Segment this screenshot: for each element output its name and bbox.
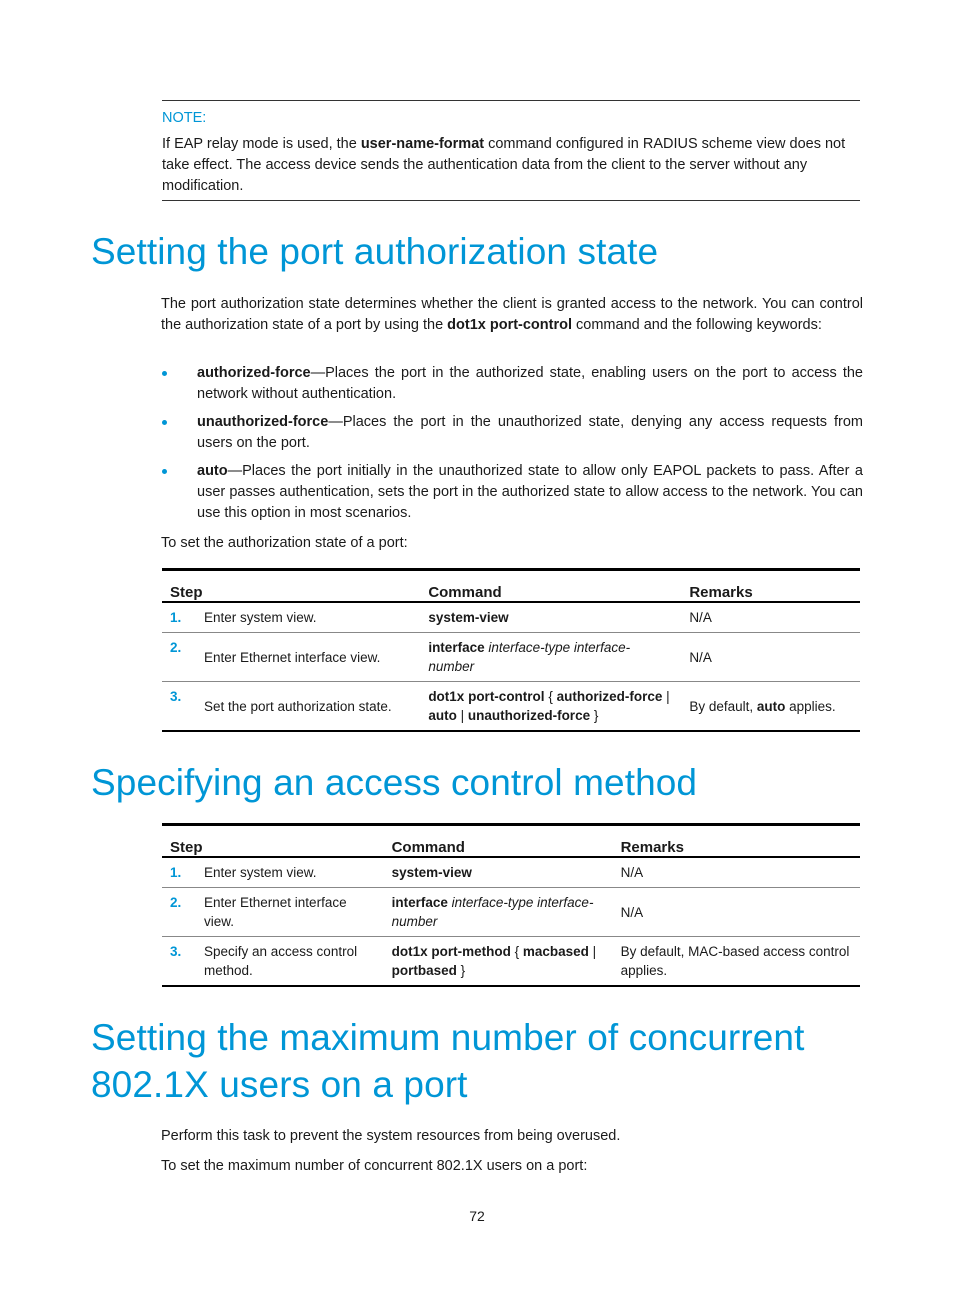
section1-intro: The port authorization state determines whether the client is granted access to the network. You can control the authorization state of a port by using the dot1x port-control command and the following keywords: — [161, 296, 863, 333]
table-row: 2. Enter Ethernet interface view. interface interface-type interface-number N/A — [162, 888, 860, 937]
port-authorization-table — [162, 568, 860, 732]
note-text: If EAP relay mode is used, the user-name-format command configured in RADIUS scheme view does not take effect. The access device sends the authentication data from the client to the server without any modification. — [162, 136, 846, 194]
table-row: 3. Set the port authorization state. dot1x port-control { authorized-force | auto | unauthorized-force } By default, auto applies. — [162, 682, 860, 732]
section-heading-max-users: Setting the maximum number of concurrent 802.1X users on a port — [91, 1017, 805, 1105]
bullet-icon — [162, 469, 167, 474]
list-item: authorized-force—Places the port in the authorized state, enabling users on the port to access the network without authentication. — [162, 363, 863, 405]
list-item: auto—Places the port initially in the unauthorized state to allow only EAPOL packets to pass. After a user passes authentication, sets the port in the authorized state to allow access to the network. You can use this option in most scenarios. — [162, 461, 863, 524]
column-header-step: Step — [162, 825, 384, 858]
note-box — [162, 100, 860, 201]
column-header-command: Command — [420, 570, 681, 603]
bullet-icon — [162, 371, 167, 376]
section3-para-1: Perform this task to prevent the system resources from being overused. — [161, 1128, 621, 1144]
column-header-command: Command — [384, 825, 613, 858]
table-row: 2. Enter Ethernet interface view. interface interface-type interface-number N/A — [162, 633, 860, 682]
column-header-remarks: Remarks — [681, 570, 860, 603]
column-header-remarks: Remarks — [613, 825, 860, 858]
table-row: 1. Enter system view. system-view N/A — [162, 857, 860, 888]
access-control-table — [162, 823, 860, 987]
list-item: unauthorized-force—Places the port in the unauthorized state, denying any access requests from users on the port. — [162, 412, 863, 454]
table-row: 1. Enter system view. system-view N/A — [162, 602, 860, 633]
section1-lead: To set the authorization state of a port: — [161, 535, 408, 551]
page-number: 72 — [469, 1208, 485, 1224]
table-row: 3. Specify an access control method. dot1x port-method { macbased | portbased } By default, MAC-based access control applies. — [162, 937, 860, 987]
bullet-icon — [162, 420, 167, 425]
section-heading-port-authorization: Setting the port authorization state — [91, 231, 659, 272]
keyword-list — [162, 363, 863, 531]
note-title: NOTE: — [162, 110, 207, 126]
section-heading-access-control: Specifying an access control method — [91, 762, 698, 803]
column-header-step: Step — [162, 570, 420, 603]
section3-para-2: To set the maximum number of concurrent 802.1X users on a port: — [161, 1158, 588, 1174]
